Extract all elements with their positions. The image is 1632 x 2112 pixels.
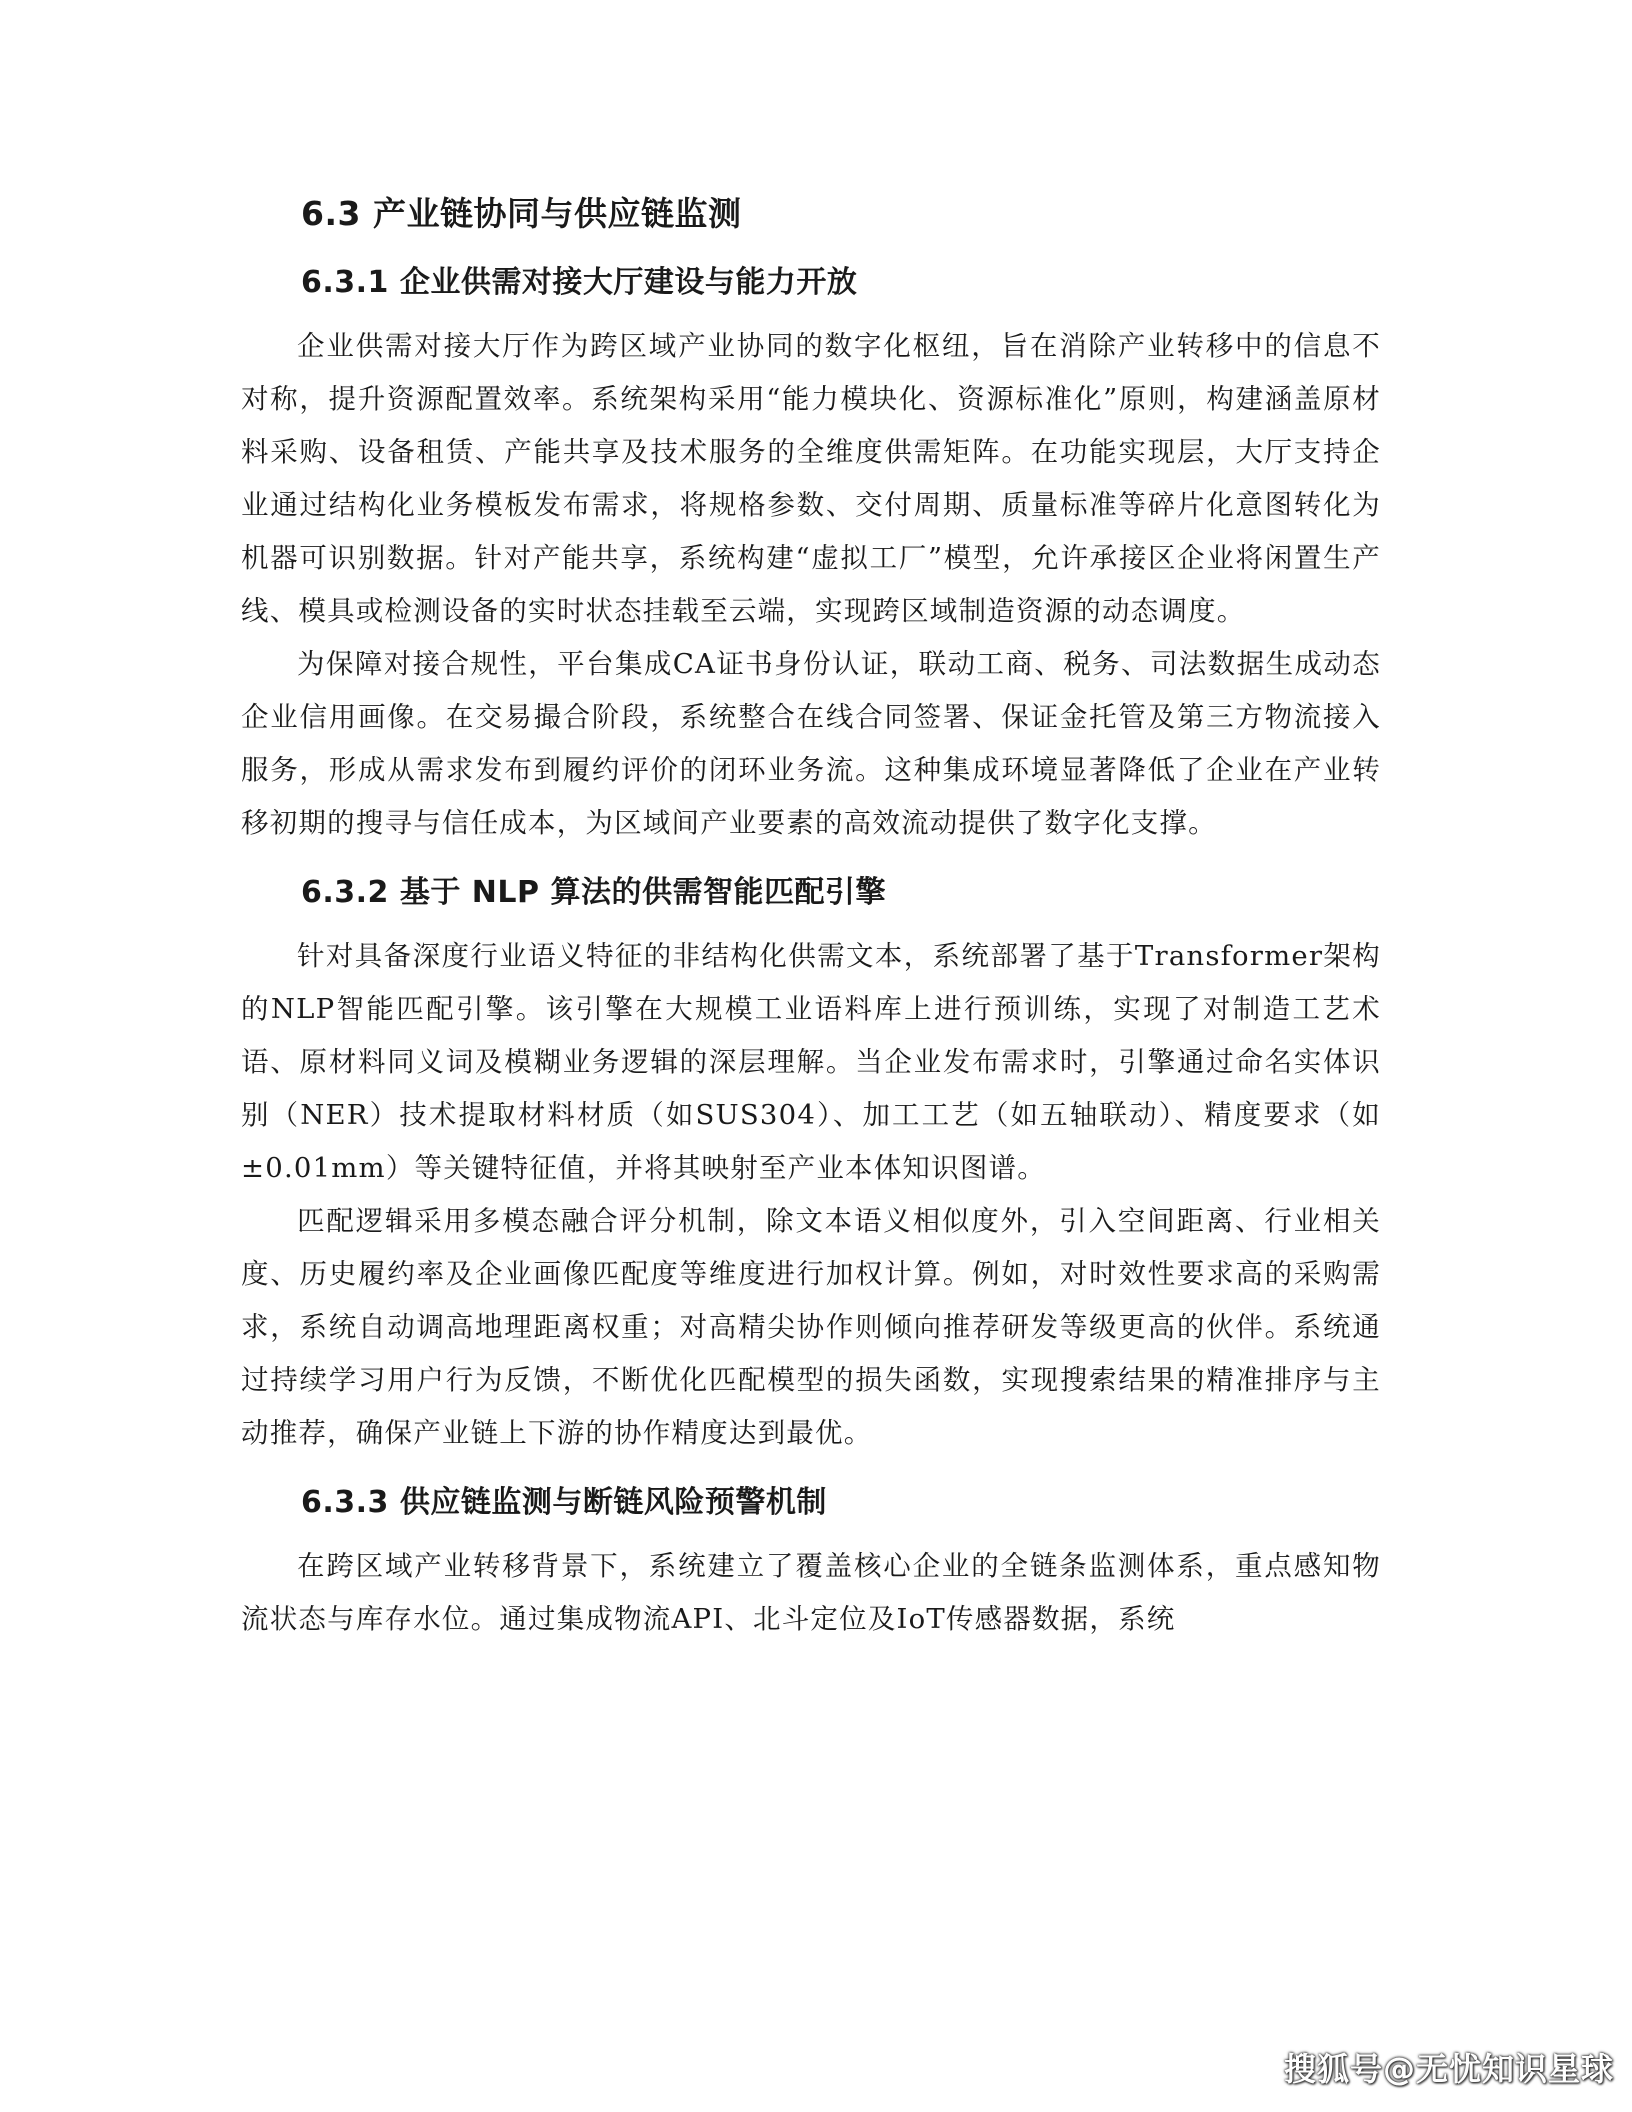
subsection-title: 6.3.3 供应链监测与断链风险预警机制: [301, 1485, 827, 1520]
section-heading: 6.3 产业链协同与供应链监测: [301, 194, 742, 233]
paragraph: 为保障对接合规性，平台集成CA证书身份认证，联动工商、税务、司法数据生成动态企业信用画像。在交易撮合阶段，系统整合在线合同签署、保证金托管及第三方物流接入服务，形成从需求发布到履约评价的闭环业务流。这种集成环境显著降低了企业在产业转移初期的搜寻与信任成本，为区域间产业要素的高效流动提供了数字化支撑。: [241, 648, 1381, 839]
subsection-6-3-2: [241, 870, 1381, 1460]
subsection-6-3-3: [241, 1480, 1381, 1646]
document-content: [241, 190, 1381, 1666]
subsection-title: 6.3.1 企业供需对接大厅建设与能力开放: [301, 265, 858, 300]
subsection-6-3-1: [241, 260, 1381, 850]
paragraph: 匹配逻辑采用多模态融合评分机制，除文本语义相似度外，引入空间距离、行业相关度、历史履约率及企业画像匹配度等维度进行加权计算。例如，对时效性要求高的采购需求，系统自动调高地理距离权重；对高精尖协作则倾向推荐研发等级更高的伙伴。系统通过持续学习用户行为反馈，不断优化匹配模型的损失函数，实现搜索结果的精准排序与主动推荐，确保产业链上下游的协作精度达到最优。: [241, 1205, 1381, 1449]
paragraph: 在跨区域产业转移背景下，系统建立了覆盖核心企业的全链条监测体系，重点感知物流状态与库存水位。通过集成物流API、北斗定位及IoT传感器数据，系统: [241, 1550, 1381, 1635]
paragraph: 针对具备深度行业语义特征的非结构化供需文本，系统部署了基于Transformer架构的NLP智能匹配引擎。该引擎在大规模工业语料库上进行预训练，实现了对制造工艺术语、原材料同义词及模糊业务逻辑的深层理解。当企业发布需求时，引擎通过命名实体识别（NER）技术提取材料材质（如SUS304）、加工工艺（如五轴联动）、精度要求（如±0.01mm）等关键特征值，并将其映射至产业本体知识图谱。: [241, 940, 1381, 1184]
subsection-title: 6.3.2 基于 NLP 算法的供需智能匹配引擎: [301, 875, 886, 910]
watermark: 搜狐号@无忧知识星球: [1283, 2050, 1614, 2088]
paragraph: 企业供需对接大厅作为跨区域产业协同的数字化枢纽，旨在消除产业转移中的信息不对称，提升资源配置效率。系统架构采用“能力模块化、资源标准化”原则，构建涵盖原材料采购、设备租赁、产能共享及技术服务的全维度供需矩阵。在功能实现层，大厅支持企业通过结构化业务模板发布需求，将规格参数、交付周期、质量标准等碎片化意图转化为机器可识别数据。针对产能共享，系统构建“虚拟工厂”模型，允许承接区企业将闲置生产线、模具或检测设备的实时状态挂载至云端，实现跨区域制造资源的动态调度。: [241, 330, 1381, 627]
